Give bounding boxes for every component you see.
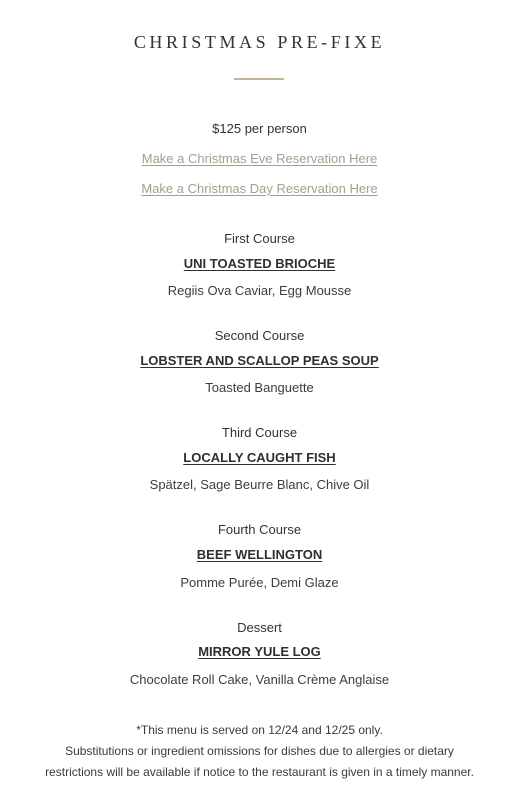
course-label: Second Course: [214, 328, 305, 343]
christmas-day-reservation-link[interactable]: Make a Christmas Day Reservation Here: [141, 181, 378, 196]
title-divider: [234, 78, 284, 80]
dish-description: Chocolate Roll Cake, Vanilla Crème Anglaise: [129, 672, 390, 687]
eve-reservation-row: [0, 150, 519, 168]
day-reservation-row: [0, 180, 519, 198]
course-label: Dessert: [237, 620, 282, 635]
dish-description: Pomme Purée, Demi Glaze: [180, 575, 339, 590]
page-title: CHRISTMAS PRE-FIXE: [133, 32, 386, 52]
dish-row: [0, 352, 519, 370]
dish-name[interactable]: MIRROR YULE LOG: [198, 644, 321, 659]
dish-name[interactable]: LOBSTER AND SCALLOP PEAS SOUP: [140, 353, 379, 368]
footnote-note: *This menu is served on 12/24 and 12/25 only.: [136, 723, 383, 737]
dish-name[interactable]: UNI TOASTED BRIOCHE: [183, 256, 336, 271]
price: $125 per person: [212, 121, 307, 136]
course-label: First Course: [224, 231, 295, 246]
dish-row: [0, 255, 519, 273]
footnote-disclaimer: Substitutions or ingredient omissions for dishes due to allergies or dietary restrictions will be available if notice to the restaurant is given in a timely manner.: [45, 744, 474, 779]
dish-name[interactable]: BEEF WELLINGTON: [196, 547, 323, 562]
christmas-eve-reservation-link[interactable]: Make a Christmas Eve Reservation Here: [141, 151, 378, 166]
dish-row: [0, 643, 519, 661]
course-label: Fourth Course: [217, 522, 302, 537]
dish-description: Regiis Ova Caviar, Egg Mousse: [167, 283, 352, 298]
dish-description: Spätzel, Sage Beurre Blanc, Chive Oil: [149, 477, 370, 492]
dish-name[interactable]: LOCALLY CAUGHT FISH: [183, 450, 336, 465]
dish-row: [0, 449, 519, 467]
dish-row: [0, 546, 519, 564]
dish-description: Toasted Banguette: [205, 380, 314, 395]
course-label: Third Course: [221, 425, 298, 440]
